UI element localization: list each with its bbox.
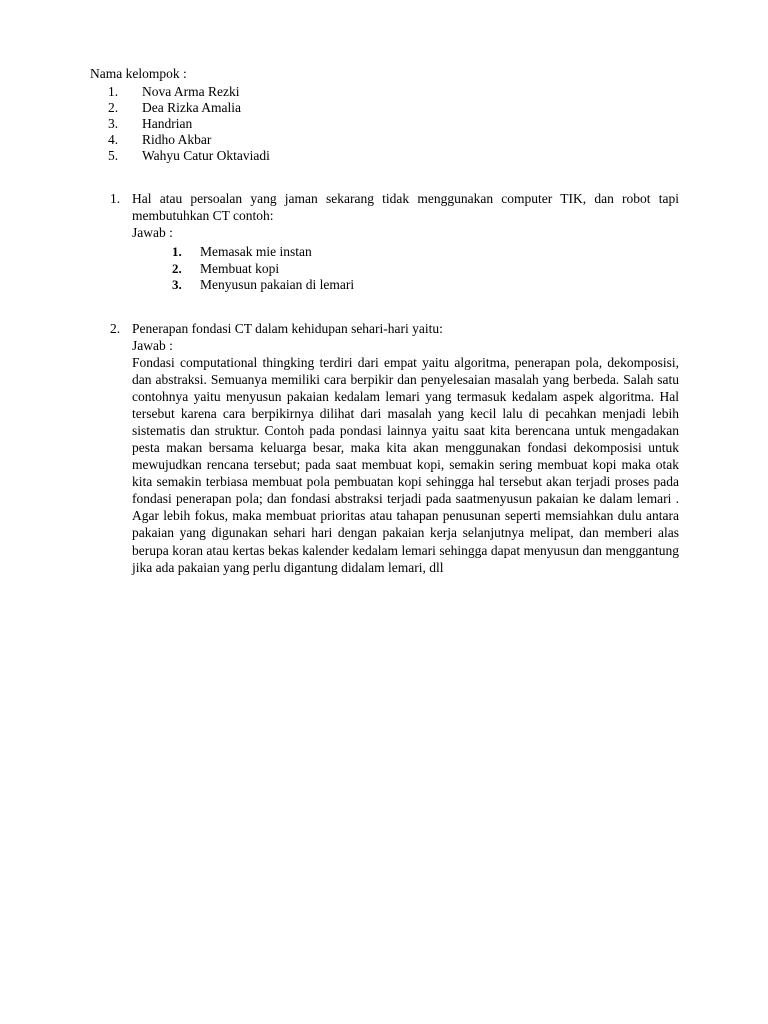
member-name: Handrian [142, 116, 193, 131]
question-marker: 1. [110, 191, 121, 206]
list-item [90, 116, 679, 132]
list-item [90, 148, 679, 164]
member-name: Nova Arma Rezki [142, 84, 240, 99]
list-marker: 1. [172, 244, 182, 259]
member-name: Wahyu Catur Oktaviadi [142, 148, 270, 163]
answer-item-text: Membuat kopi [200, 260, 280, 276]
group-member-list [90, 84, 679, 164]
member-name: Ridho Akbar [142, 132, 212, 147]
list-marker: 2. [108, 100, 119, 115]
answer-paragraph: Fondasi computational thingking terdiri dari empat yaitu algoritma, penerapan pola, dekomposisi, dan abstraksi. Semuanya memiliki cara berpikir dan penyelesaian masalah yang berbeda. Salah satu contohnya yaitu menyusun pakaian kedalam lemari yang termasuk kedalam aspek algoritma. Hal tersebut karena cara berpikirnya dilihat dari masalah yang kecil lalu di pecahkan menjadi lebih sistematis dan struktur. Contoh pada pondasi lainnya yaitu saat kita berencana untuk mengadakan pesta makan bersama keluarga besar, maka kita akan menggunakan fondasi dekomposisi untuk mewujudkan rencana tersebut; pada saat membuat kopi, semakin sering membuat kopi maka otak kita semakin terbiasa membuat pola pembuatan kopi sehingga hal tersebut akan terjadi proses pada fondasi penerapan pola; dan fondasi abstraksi terjadi pada saatmenyusun pakaian ke dalam lemari . Agar lebih fokus, maka membuat prioritas atau tahapan penusunan seperti memsiahkan dulu antara pakaian yang digunakan sehari hari dengan pakaian kerja selanjutnya melipat, dan memberi alas berupa koran atau kertas bekas kalender kedalam lemari sehingga dapat menyusun dan menggantung jika ada pakaian yang perlu digantung didalam lemari, dll [132, 354, 679, 575]
question-list [90, 190, 679, 576]
answer-label: Jawab : [132, 225, 173, 240]
list-marker: 5. [108, 148, 119, 163]
list-item [132, 261, 679, 278]
list-marker: 3. [172, 277, 182, 292]
member-name: Dea Rizka Amalia [142, 100, 241, 115]
question-marker: 2. [110, 320, 121, 336]
list-item [132, 244, 679, 261]
list-item [132, 277, 679, 294]
list-marker: 2. [172, 260, 182, 276]
list-item [90, 132, 679, 148]
group-name-heading: Nama kelompok : [90, 66, 187, 81]
list-marker: 1. [108, 84, 119, 99]
list-marker: 3. [108, 116, 119, 131]
question-prompt: Penerapan fondasi CT dalam kehidupan sehari-hari yaitu: [132, 320, 443, 336]
question-prompt: Hal atau persoalan yang jaman sekarang tidak menggunakan computer TIK, dan robot tapi membutuhkan CT contoh: [132, 191, 679, 223]
answer-item-text: Memasak mie instan [200, 244, 312, 259]
question-item-1 [90, 190, 679, 294]
list-marker: 4. [108, 132, 119, 147]
list-item [90, 84, 679, 100]
answer-label: Jawab : [132, 337, 173, 353]
answer-example-list [132, 244, 679, 294]
document-body [90, 66, 679, 576]
answer-item-text: Menyusun pakaian di lemari [200, 277, 355, 292]
question-item-2 [90, 320, 679, 576]
list-item [90, 100, 679, 116]
